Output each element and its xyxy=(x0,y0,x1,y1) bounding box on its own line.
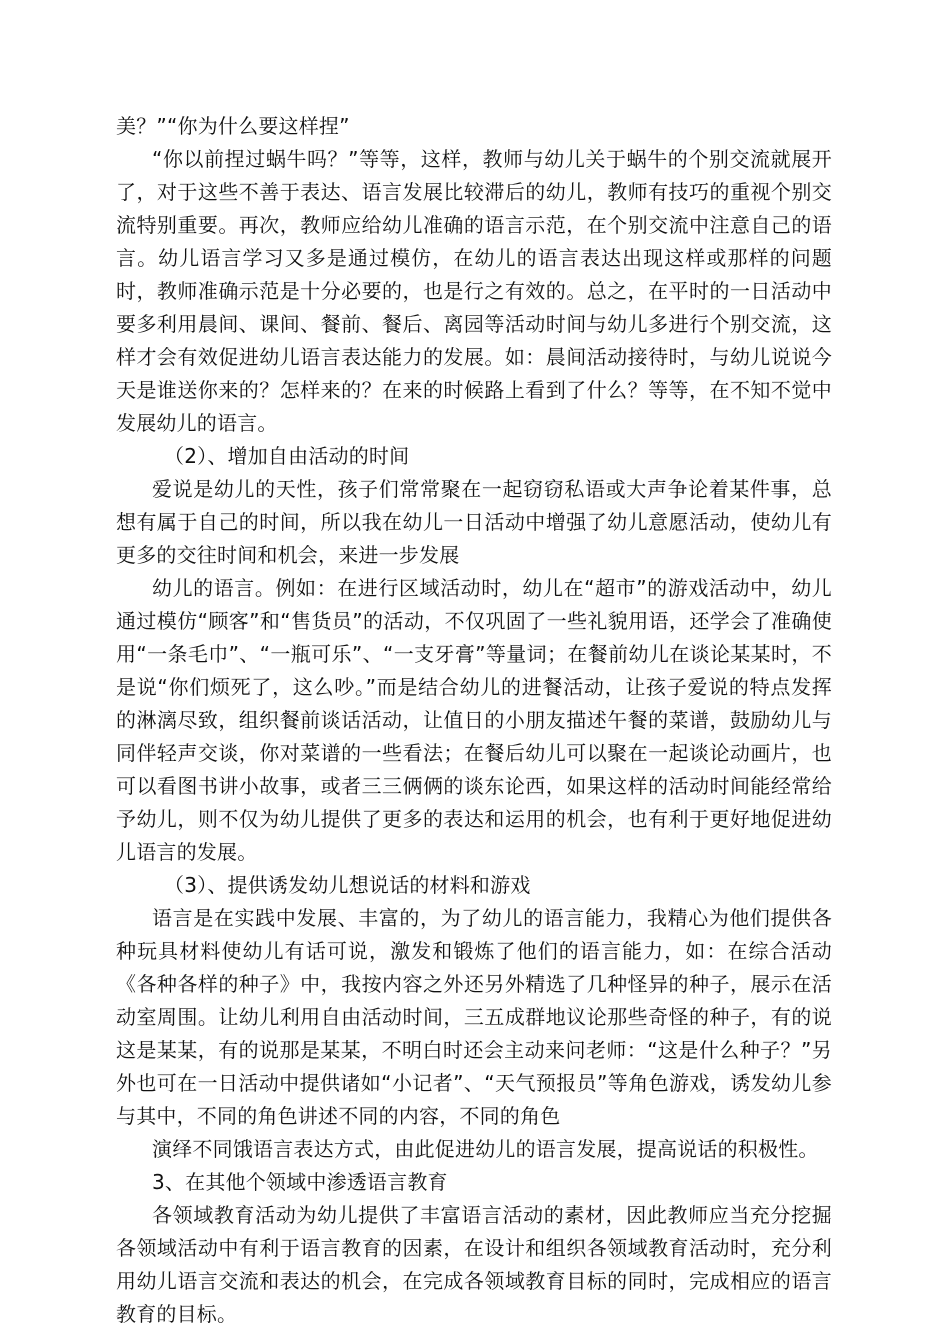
paragraph-individual-communication: “你以前捏过蜗牛吗？”等等，这样，教师与幼儿关于蜗牛的个别交流就展开了，对于这些不善于表达、语言发展比较滞后的幼儿，教师有技巧的重视个别交流特别重要。再次，教师应给幼儿准确的语言示范，在个别交流中注意自己的语言。幼儿语言学习又多是通过模仿，在幼儿的语言表达出现这样或那样的问题时，教师准确示范是十分必要的，也是行之有效的。总之，在平时的一日活动中要多利用晨间、课间、餐前、餐后、离园等活动时间与幼儿多进行个别交流，这样才会有效促进幼儿语言表达能力的发展。如：晨间活动接待时，与幼儿说说今天是谁送你来的？怎样来的？在来的时候路上看到了什么？等等，在不知不觉中发展幼儿的语言。 xyxy=(116,147,832,435)
paragraph-other-domains: 各领域教育活动为幼儿提供了丰富语言活动的素材，因此教师应当充分挖掘各领域活动中有利于语言教育的因素，在设计和组织各领域教育活动时，充分利用幼儿语言交流和表达的机会，在完成各领域教育目标的同时，完成相应的语言教育的目标。 xyxy=(116,1203,832,1326)
section-heading-other-domains: 3、在其他个领域中渗透语言教育 xyxy=(152,1170,448,1194)
document-body xyxy=(116,110,832,1331)
paragraph-free-activity-examples: 幼儿的语言。例如：在进行区域活动时，幼儿在“超市”的游戏活动中，幼儿通过模仿“顾客”和“售货员”的活动，不仅巩固了一些礼貌用语，还学会了准确使用“一条毛巾”、“一瓶可乐”、“一支牙膏”等量词；在餐前幼儿在谈论某某时，不是说“你们烦死了，这么吵。”而是结合幼儿的进餐活动，让孩子爱说的特点发挥的淋漓尽致，组织餐前谈话活动，让值日的小朋友描述午餐的菜谱，鼓励幼儿与同伴轻声交谈，你对菜谱的一些看法；在餐后幼儿可以聚在一起谈论动画片，也可以看图书讲小故事，或者三三俩俩的谈东论西，如果这样的活动时间能经常给予幼儿，则不仅为幼儿提供了更多的表达和运用的机会，也有利于更好地促进幼儿语言的发展。 xyxy=(116,576,832,864)
paragraph-role-expression: 演绎不同饿语言表达方式，由此促进幼儿的语言发展，提高说话的积极性。 xyxy=(152,1137,819,1161)
paragraph-free-activity-intro: 爱说是幼儿的天性，孩子们常常聚在一起窃窃私语或大声争论着某件事，总想有属于自己的时间，所以我在幼儿一日活动中增强了幼儿意愿活动，使幼儿有更多的交往时间和机会，来进一步发展 xyxy=(116,477,832,567)
section-heading-materials-and-games: （3）、提供诱发幼儿想说话的材料和游戏 xyxy=(164,873,531,897)
paragraph-materials-and-games: 语言是在实践中发展、丰富的，为了幼儿的语言能力，我精心为他们提供各种玩具材料使幼儿有话可说，激发和锻炼了他们的语言能力，如：在综合活动《各种各样的种子》中，我按内容之外还另外精选了几种怪异的种子，展示在活动室周围。让幼儿利用自由活动时间，三五成群地议论那些奇怪的种子，有的说这是某某，有的说那是某某，不明白时还会主动来问老师：“这是什么种子？”另外也可在一日活动中提供诸如“小记者”、“天气预报员”等角色游戏，诱发幼儿参与其中，不同的角色讲述不同的内容，不同的角色 xyxy=(116,906,832,1128)
section-heading-free-activity-time: （2）、增加自由活动的时间 xyxy=(164,444,410,468)
paragraph-continuation: 美？”“你为什么要这样捏” xyxy=(116,114,350,138)
